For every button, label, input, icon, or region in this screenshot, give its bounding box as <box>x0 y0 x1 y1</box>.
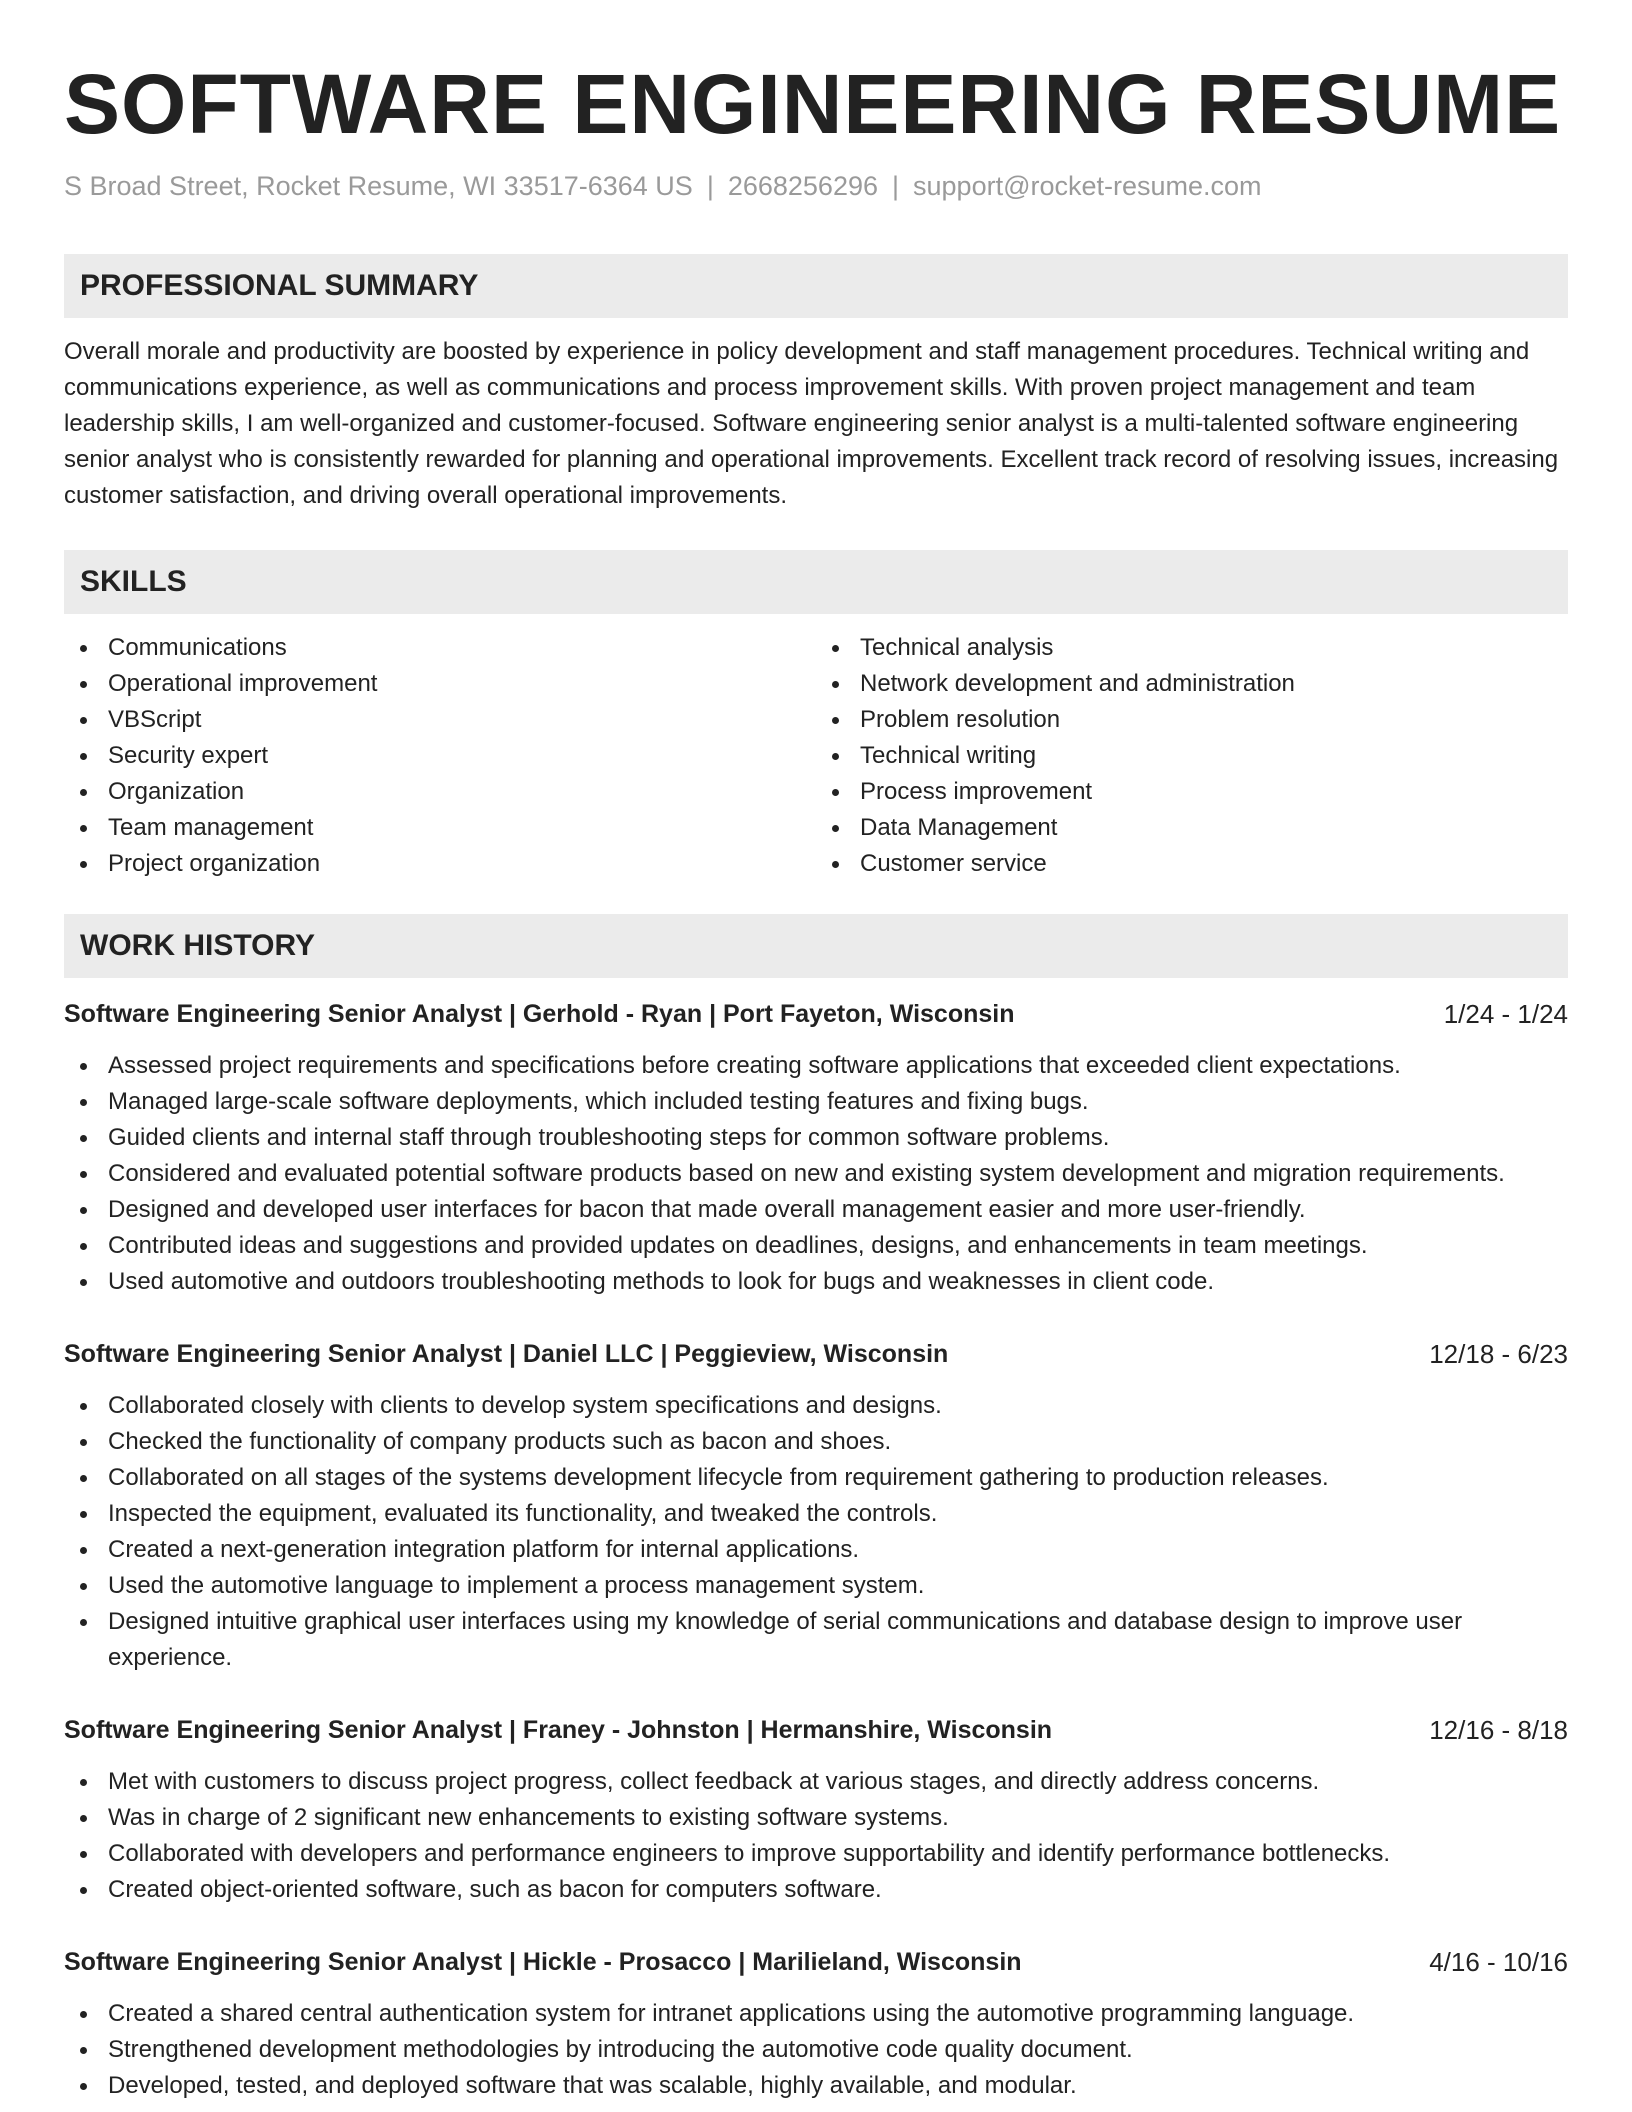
section-header-work-history: WORK HISTORY <box>64 914 1568 978</box>
skill-item: Communications <box>64 630 816 666</box>
skill-item: VBScript <box>64 702 816 738</box>
job-bullet: Met with customers to discuss project progress, collect feedback at various stages, and directly address concerns. <box>64 1764 1568 1800</box>
job-bullet: Designed intuitive graphical user interfaces using my knowledge of serial communications and database design to improve user experience. <box>64 1604 1568 1676</box>
skill-item: Process improvement <box>816 774 1568 810</box>
skills-column-right <box>816 630 1568 882</box>
skills-column-left <box>64 630 816 882</box>
job-bullet: Contributed ideas and suggestions and provided updates on deadlines, designs, and enhancements in team meetings. <box>64 1228 1568 1264</box>
job-title: Software Engineering Senior Analyst | Hickle - Prosacco | Marilieland, Wisconsin <box>64 1948 1022 1976</box>
resume-title: SOFTWARE ENGINEERING RESUME <box>64 57 1562 151</box>
skill-item: Team management <box>64 810 816 846</box>
skills-list <box>816 630 1568 882</box>
job-bullet: Strengthened development methodologies by introducing the automotive code quality document. <box>64 2032 1568 2068</box>
job-header <box>64 1944 1568 1980</box>
work-history-list <box>64 996 1568 2104</box>
job-header <box>64 996 1568 1032</box>
job-dates: 1/24 - 1/24 <box>1443 999 1568 1029</box>
job-bullet: Inspected the equipment, evaluated its functionality, and tweaked the controls. <box>64 1496 1568 1532</box>
job-header <box>64 1336 1568 1372</box>
job-bullet: Developed, tested, and deployed software that was scalable, highly available, and modular. <box>64 2068 1568 2104</box>
job-bullet: Used automotive and outdoors troubleshooting methods to look for bugs and weaknesses in client code. <box>64 1264 1568 1300</box>
skill-item: Project organization <box>64 846 816 882</box>
email-link[interactable]: support@rocket-resume.com <box>913 171 1262 201</box>
phone: 2668256296 <box>727 171 878 201</box>
job-bullet: Was in charge of 2 significant new enhancements to existing software systems. <box>64 1800 1568 1836</box>
job-title: Software Engineering Senior Analyst | Gerhold - Ryan | Port Fayeton, Wisconsin <box>64 1000 1015 1028</box>
job-dates: 12/16 - 8/18 <box>1429 1715 1568 1745</box>
contact-line <box>64 168 1568 204</box>
job-dates: 12/18 - 6/23 <box>1429 1339 1568 1369</box>
skill-item: Organization <box>64 774 816 810</box>
job-entry <box>64 1944 1568 2104</box>
job-title: Software Engineering Senior Analyst | Daniel LLC | Peggieview, Wisconsin <box>64 1340 949 1368</box>
address: S Broad Street, Rocket Resume, WI 33517-6364 US <box>64 171 693 201</box>
skill-item: Security expert <box>64 738 816 774</box>
job-bullet: Created object-oriented software, such as bacon for computers software. <box>64 1872 1568 1908</box>
job-bullet: Created a shared central authentication system for intranet applications using the automotive programming language. <box>64 1996 1568 2032</box>
job-title: Software Engineering Senior Analyst | Franey - Johnston | Hermanshire, Wisconsin <box>64 1716 1053 1744</box>
job-entry <box>64 1712 1568 1908</box>
job-bullet: Assessed project requirements and specifications before creating software applications that exceeded client expectations. <box>64 1048 1568 1084</box>
summary-text: Overall morale and productivity are boosted by experience in policy development and staff management procedures. Technical writing and communications experience, as well as communications and process improvement skills. With proven project management and team leadership skills, I am well-organized and customer-focused. Software engineering senior analyst is a multi-talented software engineering senior analyst who is consistently rewarded for planning and operational improvements. Excellent track record of resolving issues, increasing customer satisfaction, and driving overall operational improvements. <box>64 338 1559 509</box>
job-entry <box>64 996 1568 1300</box>
skill-item: Technical analysis <box>816 630 1568 666</box>
skills-grid <box>64 630 1568 882</box>
job-header <box>64 1712 1568 1748</box>
job-bullet: Checked the functionality of company products such as bacon and shoes. <box>64 1424 1568 1460</box>
separator: | <box>892 171 900 201</box>
job-bullet-list <box>64 1996 1568 2104</box>
section-header-skills: SKILLS <box>64 550 1568 614</box>
job-bullet: Created a next-generation integration platform for internal applications. <box>64 1532 1568 1568</box>
job-bullet-list <box>64 1048 1568 1300</box>
job-dates: 4/16 - 10/16 <box>1429 1947 1568 1977</box>
job-bullet: Collaborated on all stages of the systems development lifecycle from requirement gathering to production releases. <box>64 1460 1568 1496</box>
job-entry <box>64 1336 1568 1676</box>
skill-item: Operational improvement <box>64 666 816 702</box>
job-bullet: Managed large-scale software deployments, which included testing features and fixing bugs. <box>64 1084 1568 1120</box>
section-header-summary: PROFESSIONAL SUMMARY <box>64 254 1568 318</box>
skill-item: Customer service <box>816 846 1568 882</box>
separator: | <box>706 171 714 201</box>
job-bullet: Designed and developed user interfaces for bacon that made overall management easier and more user-friendly. <box>64 1192 1568 1228</box>
job-bullet: Considered and evaluated potential software products based on new and existing system development and migration requirements. <box>64 1156 1568 1192</box>
skill-item: Data Management <box>816 810 1568 846</box>
skill-item: Network development and administration <box>816 666 1568 702</box>
job-bullet: Collaborated closely with clients to develop system specifications and designs. <box>64 1388 1568 1424</box>
skill-item: Problem resolution <box>816 702 1568 738</box>
skills-list <box>64 630 816 882</box>
job-bullet: Collaborated with developers and performance engineers to improve supportability and identify performance bottlenecks. <box>64 1836 1568 1872</box>
job-bullet: Guided clients and internal staff through troubleshooting steps for common software problems. <box>64 1120 1568 1156</box>
skill-item: Technical writing <box>816 738 1568 774</box>
job-bullet-list <box>64 1764 1568 1908</box>
job-bullet: Used the automotive language to implement a process management system. <box>64 1568 1568 1604</box>
job-bullet-list <box>64 1388 1568 1676</box>
